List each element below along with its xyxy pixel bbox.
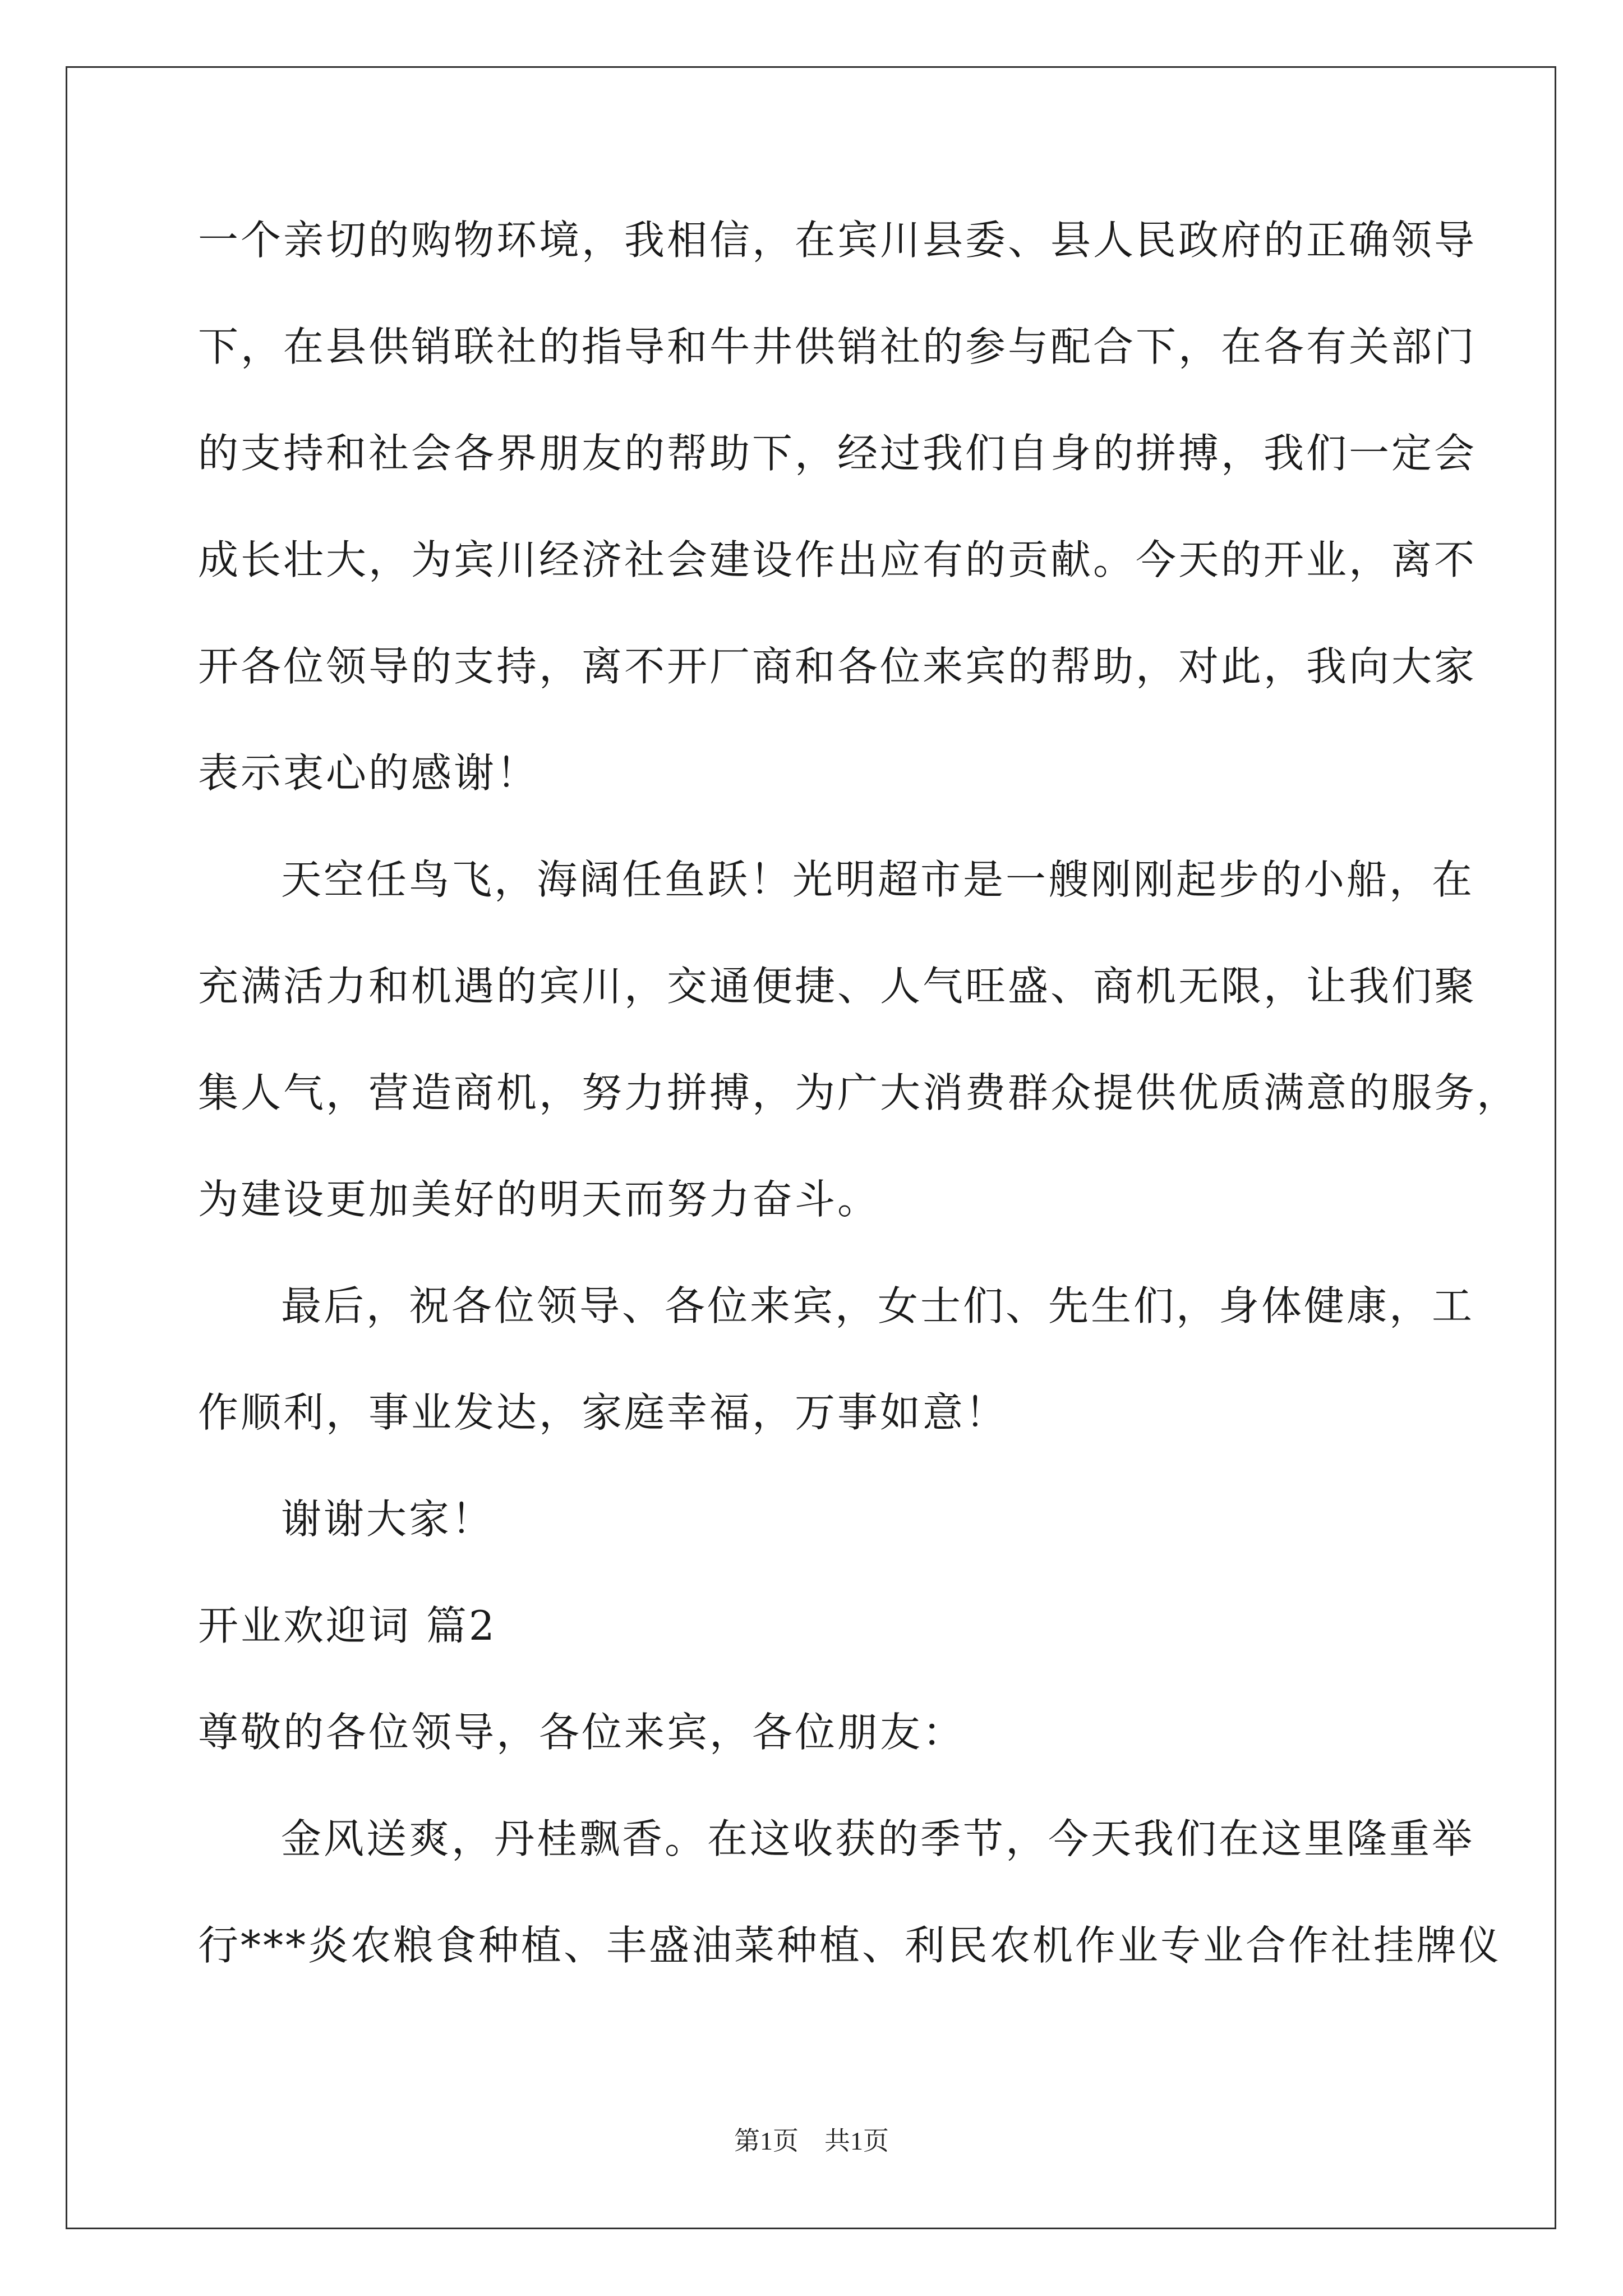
section-heading: 开业欢迎词 篇2 — [198, 1602, 497, 1649]
paragraph-line: 表示衷心的感谢！ — [198, 749, 540, 797]
paragraph-line: 行***炎农粮食种植、丰盛油菜种植、利民农机作业专业合作社挂牌仪 — [198, 1922, 1502, 1969]
paragraph-line: 下，在县供销联社的指导和牛井供销社的参与配合下，在各有关部门 — [198, 323, 1477, 370]
paragraph-line: 的支持和社会各界朋友的帮助下，经过我们自身的拼搏，我们一定会 — [198, 430, 1477, 477]
paragraph-line: 最后，祝各位领导、各位来宾，女士们、先生们，身体健康，工 — [281, 1282, 1475, 1329]
paragraph-line: 谢谢大家！ — [281, 1496, 495, 1543]
paragraph-line: 成长壮大，为宾川经济社会建设作出应有的贡献。今天的开业，离不 — [198, 536, 1477, 583]
paragraph-line: 为建设更加美好的明天而努力奋斗。 — [198, 1176, 880, 1223]
page-number-footer: 第1页 共1页 — [734, 2127, 889, 2155]
paragraph-line: 充满活力和机遇的宾川，交通便捷、人气旺盛、商机无限，让我们聚 — [198, 963, 1477, 1010]
paragraph-line: 作顺利，事业发达，家庭幸福，万事如意！ — [198, 1389, 1008, 1436]
paragraph-line: 金风送爽，丹桂飘香。在这收获的季节，今天我们在这里隆重举 — [281, 1815, 1475, 1862]
paragraph-line: 集人气，营造商机，努力拼搏，为广大消费群众提供优质满意的服务， — [198, 1069, 1520, 1116]
page-border — [66, 66, 1556, 2229]
paragraph-line: 一个亲切的购物环境，我相信，在宾川县委、县人民政府的正确领导 — [198, 217, 1477, 264]
salutation-line: 尊敬的各位领导，各位来宾，各位朋友： — [198, 1709, 966, 1756]
paragraph-line: 天空任鸟飞，海阔任鱼跃！光明超市是一艘刚刚起步的小船，在 — [281, 856, 1475, 903]
paragraph-line: 开各位领导的支持，离不开厂商和各位来宾的帮助，对此，我向大家 — [198, 643, 1477, 690]
